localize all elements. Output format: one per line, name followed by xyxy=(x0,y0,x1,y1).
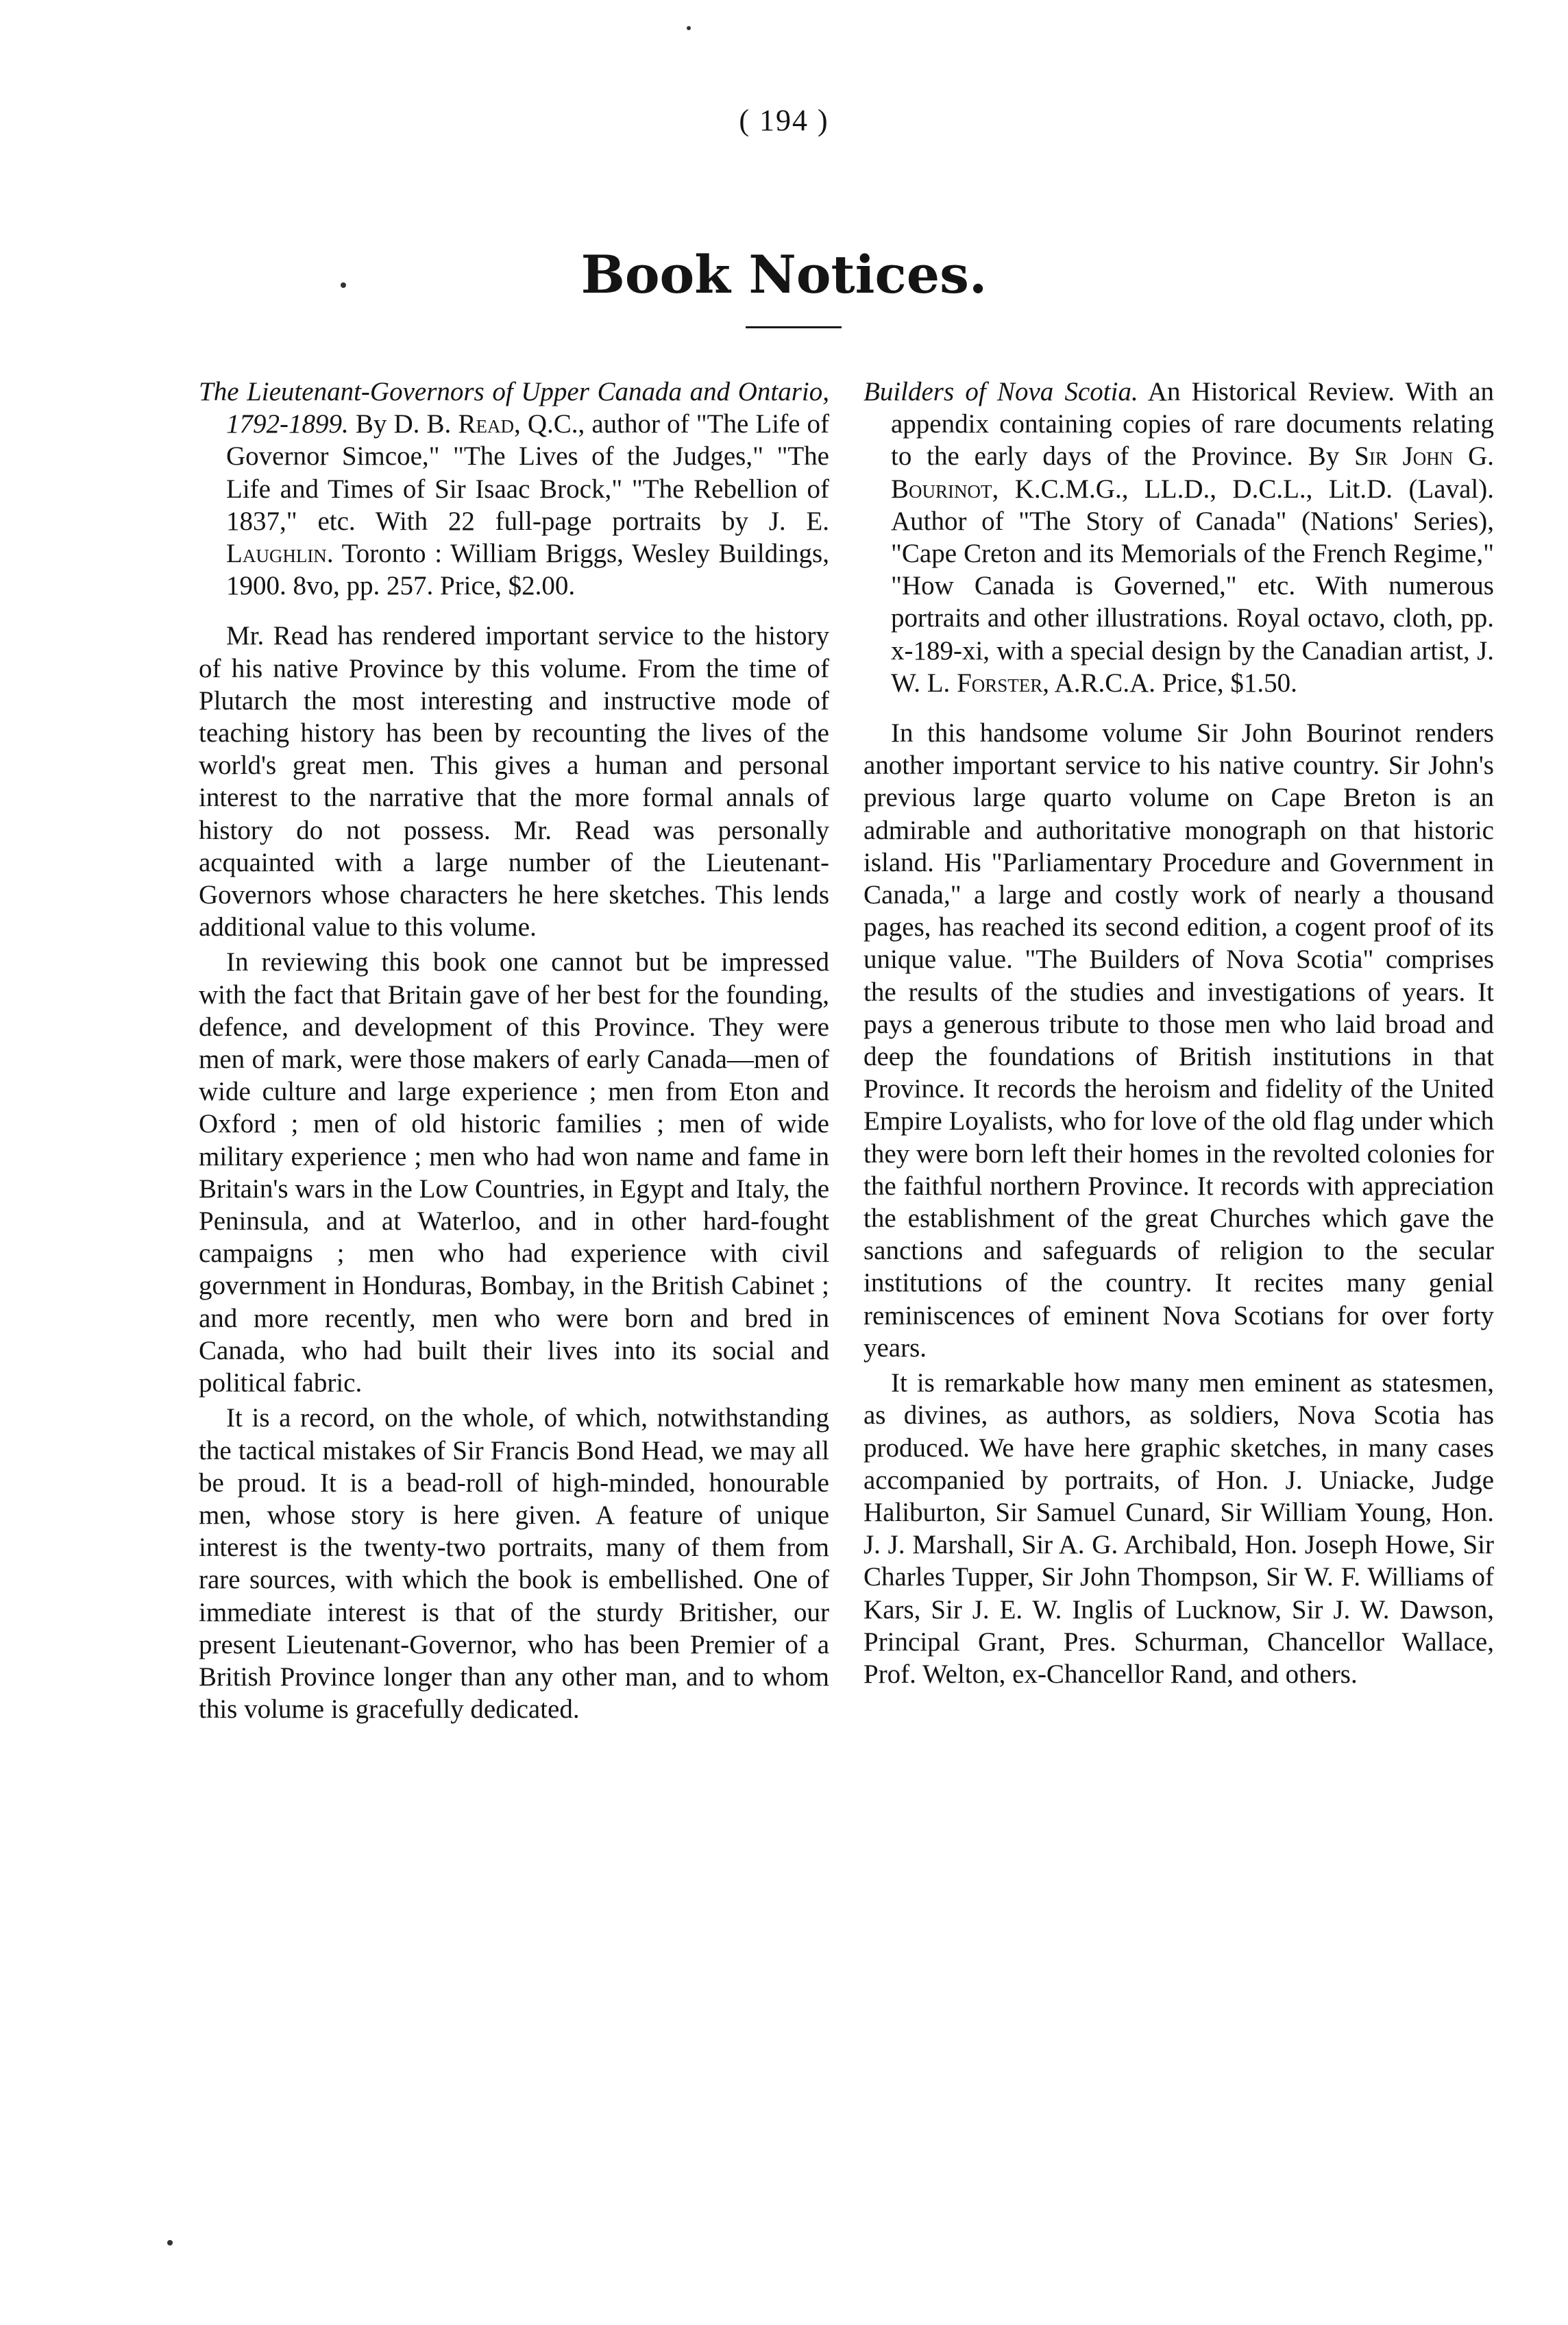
right-column xyxy=(863,376,1494,1690)
book-title: Builders of Nova Scotia. xyxy=(863,377,1138,406)
review-paragraph: It is remarkable how many men eminent as statesmen, as divines, as authors, as soldiers, Nova Scotia has produced. We have here graphic sketches, in many cases accompanied by portraits, of Hon. J. Uniacke, Judge Haliburton, Sir Samuel Cunard, Sir William Young, Hon. J. J. Marshall, Sir A. G. Archibald, Hon. Joseph Howe, Sir Charles Tupper, Sir John Thompson, Sir W. F. Williams of Kars, Sir J. E. W. Inglis of Lucknow, Sir J. W. Dawson, Principal Grant, Pres. Schurman, Chancellor Wallace, Prof. Welton, ex-Chancellor Rand, and others. xyxy=(863,1368,1494,1689)
book-heading-lieutenant-governors xyxy=(199,376,829,602)
book-heading-builders-of-nova-scotia xyxy=(863,376,1494,699)
review-paragraph: In reviewing this book one cannot but be impressed with the fact that Britain gave of her best for the founding, defence, and development of this Province. They were men of mark, were those makers of early Canada—men of wide culture and large experience ; men from Eton and Oxford ; men of old historic families ; men of wide military experience ; men who had won name and fame in Britain's wars in the Low Countries, in Egypt and Italy, the Peninsula, and at Waterloo, and in other hard-fought campaigns ; men who had experience with civil government in Honduras, Bombay, in the British Cabinet ; and more recently, men who were born and bred in Canada, who had built their lives into its social and political fabric. xyxy=(199,947,829,1398)
book-by: By D. B. xyxy=(348,409,458,439)
page-number: ( 194 ) xyxy=(739,104,829,137)
book-details: , Q.C., author of "The Life of Governor Simcoe," "The Lives of the Judges," "The Life and Times of Sir Isaac Brock," "The Rebellion of 1837," etc. With 22 full-page portraits by J. E. xyxy=(226,409,829,536)
review-paragraph: In this handsome volume Sir John Bourinot renders another important service to his native country. Sir John's previous large quarto volume on Cape Breton is an admirable and authoritative monograph on that historic island. His "Parliamentary Procedure and Government in Canada," a large and costly work of nearly a thousand pages, has reached its second edition, a cogent proof of its unique value. "The Builders of Nova Scotia" comprises the results of the studies and investigations of years. It pays a generous tribute to those men who laid broad and deep the foundations of British institutions in that Province. It records the heroism and fidelity of the United Empire Loyalists, who for love of the old flag under which they were born left their homes in the revolted colonies for the faithful northern Province. It records with appreciation the establishment of the great Churches which gave the sanctions and safeguards of religion to the secular institutions of the country. It recites many genial reminiscences of eminent Nova Scotians for over forty years. xyxy=(863,718,1494,1363)
book-price: , A.R.C.A. Price, $1.50. xyxy=(1042,668,1297,698)
review-paragraph: Mr. Read has rendered important service to the history of his native Province by this volume. From the time of Plutarch the most interesting and instructive mode of teaching history has been by recounting the lives of the world's great men. This gives a human and personal interest to the narrative that the more formal annals of history do not possess. Mr. Read was personally acquainted with a large number of the Lieutenant-Governors whose characters he here sketches. This lends additional value to this volume. xyxy=(199,621,829,942)
book-artist: Forster xyxy=(957,668,1043,698)
book-author: Read xyxy=(458,409,514,439)
book-author: Sir John G. Bourinot xyxy=(891,441,1494,504)
section-title: Book Notices. xyxy=(580,244,988,305)
dust-speck xyxy=(167,2240,173,2245)
book-illustrator: Laughlin xyxy=(226,539,327,569)
title-rule xyxy=(746,326,842,328)
review-paragraph: It is a record, on the whole, of which, notwithstanding the tactical mistakes of Sir Francis Bond Head, we may all be proud. It is a bead-roll of high-minded, honourable men, whose story is here given. A feature of unique interest is the twenty-two portraits, many of them from rare sources, with which the book is embellished. One of immediate interest is that of the sturdy Britisher, our present Lieutenant-Governor, who has been Premier of a British Province longer than any other man, and to whom this volume is gracefully dedicated. xyxy=(199,1403,829,1725)
dust-speck xyxy=(687,26,691,30)
book-credentials: , K.C.M.G., LL.D., D.C.L., Lit.D. (Laval). Author of "The Story of Canada" (Nations' Series), "Cape Creton and its Memorials of the French Regime," "How Canada is Governed," etc. With numerous portraits and other illustrations. Royal octavo, cloth, pp. x-189-xi, with a special design by the Canadian artist, J. W. L. xyxy=(891,474,1494,698)
book-details: An Historical Review. With an appendix containing copies of rare documents relating to the early days of the Province. By xyxy=(891,377,1494,472)
left-column xyxy=(199,376,829,1725)
book-publisher: . Toronto : William Briggs, Wesley Buildings, 1900. 8vo, pp. 257. Price, $2.00. xyxy=(226,539,829,601)
book-title: The Lieutenant-Governors of Upper Canada and Ontario, 1792-1899. xyxy=(199,377,829,439)
dust-speck xyxy=(341,282,346,288)
